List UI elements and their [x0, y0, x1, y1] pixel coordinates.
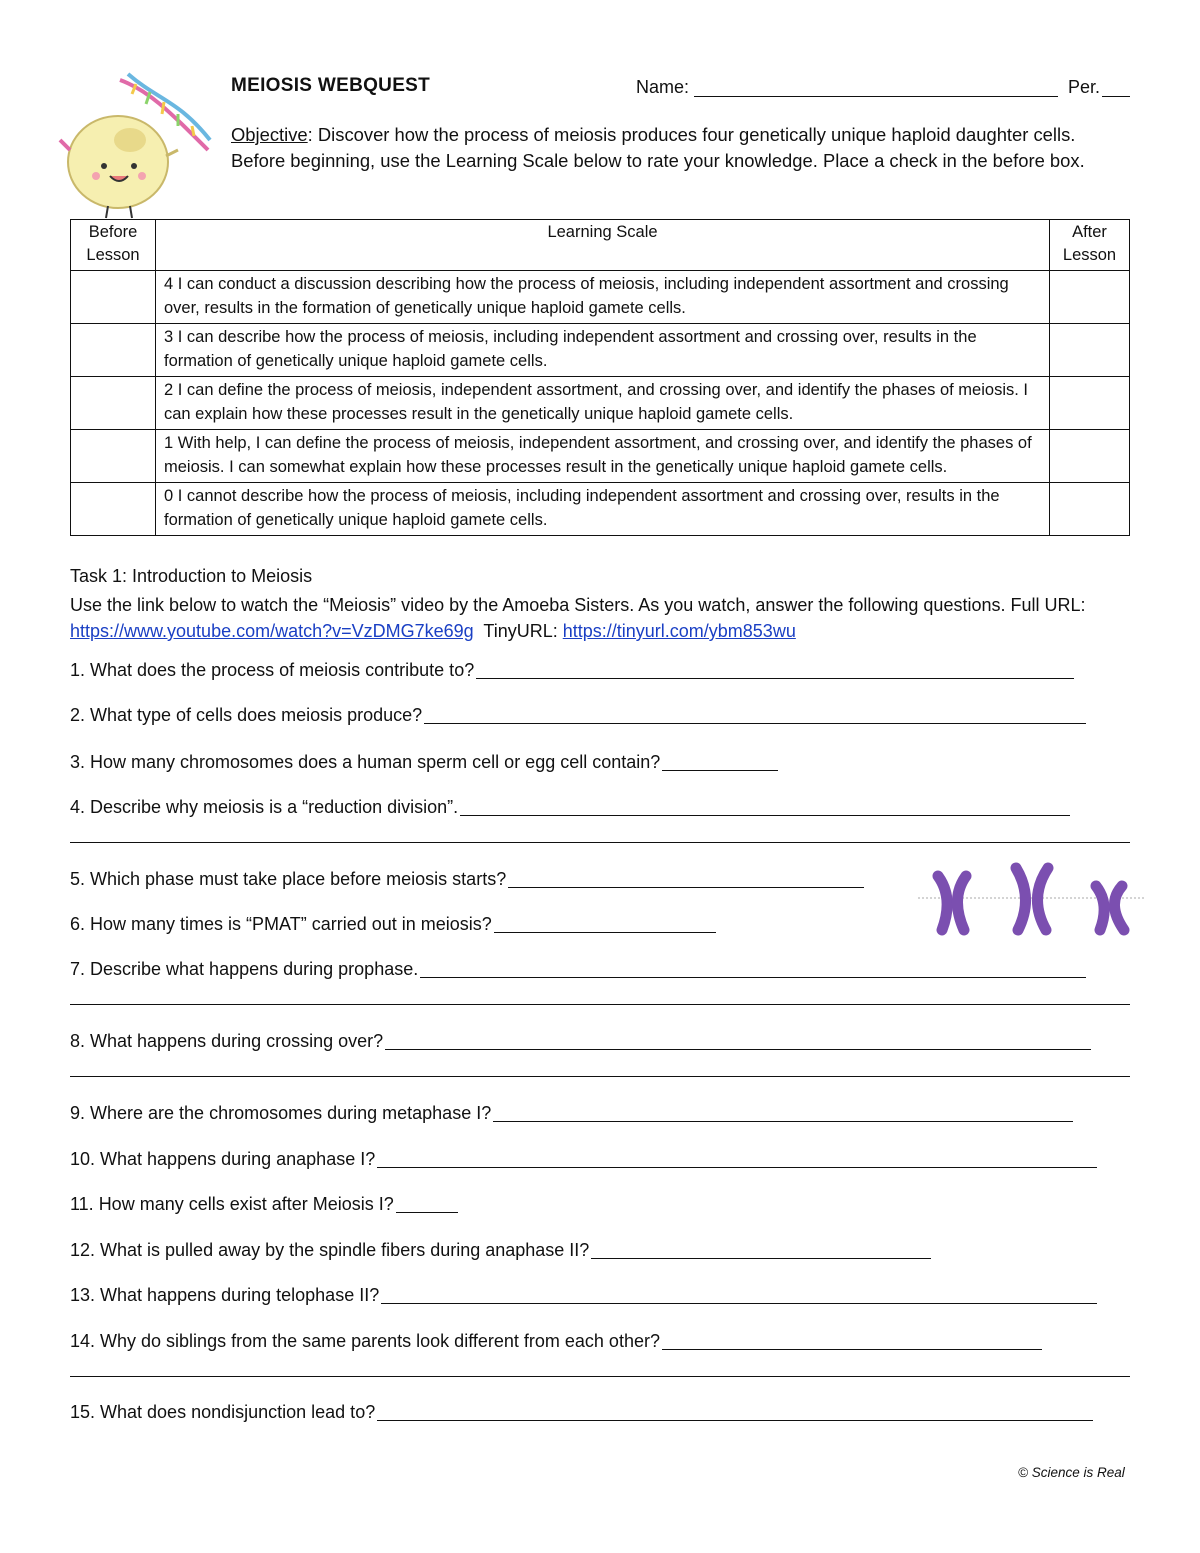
- full-url-link[interactable]: https://www.youtube.com/watch?v=VzDMG7ke69g: [70, 621, 474, 641]
- scale-row-0: [71, 483, 1130, 536]
- objective-label: Objective: [231, 124, 308, 145]
- before-checkbox-4[interactable]: [71, 271, 156, 324]
- answer-5-blank[interactable]: [508, 886, 864, 888]
- question-1-text: 1. What does the process of meiosis contribute to?: [70, 660, 475, 680]
- answer-2-blank[interactable]: [424, 722, 1086, 724]
- name-label: Name:: [636, 77, 690, 97]
- scale-description-0: 0 I cannot describe how the process of meiosis, including independent assortment and crossing over, results in the formation of genetically unique haploid gamete cells.: [156, 483, 1050, 536]
- learning-scale-table: [70, 219, 1130, 536]
- before-checkbox-1[interactable]: [71, 430, 156, 483]
- answer-6-blank[interactable]: [494, 931, 716, 933]
- question-2-text: 2. What type of cells does meiosis produce?: [70, 705, 423, 725]
- question-4: [70, 797, 1070, 820]
- question-3: [70, 752, 778, 775]
- question-1: [70, 660, 1074, 683]
- scale-row-4: [71, 271, 1130, 324]
- answer-9-blank[interactable]: [493, 1120, 1073, 1122]
- answer-11-blank[interactable]: [396, 1211, 458, 1213]
- scale-description-4: 4 I can conduct a discussion describing how the process of meiosis, including independent assortment and crossing over, results in the formation of genetically unique haploid gamete cells.: [156, 271, 1050, 324]
- question-14: [70, 1331, 1042, 1354]
- after-checkbox-2[interactable]: [1050, 377, 1130, 430]
- question-8-text: 8. What happens during crossing over?: [70, 1031, 384, 1051]
- before-lesson-header: Before Lesson: [71, 220, 156, 271]
- objective-text: : Discover how the process of meiosis produces four genetically unique haploid daughter cells. Before beginning, use the Learning Scale below to rate your knowledge. Place a check in the before box.: [231, 124, 1085, 171]
- task-title: Task 1: Introduction to Meiosis: [70, 566, 313, 586]
- question-12: [70, 1240, 931, 1263]
- period-blank[interactable]: [1102, 96, 1130, 97]
- answer-7-continuation-line[interactable]: [70, 1004, 1130, 1005]
- question-15-text: 15. What does nondisjunction lead to?: [70, 1402, 376, 1422]
- question-7-text: 7. Describe what happens during prophase.: [70, 959, 419, 979]
- before-checkbox-0[interactable]: [71, 483, 156, 536]
- question-13: [70, 1285, 1097, 1308]
- learning-scale-header-row: [71, 220, 1130, 271]
- before-checkbox-3[interactable]: [71, 324, 156, 377]
- question-11-text: 11. How many cells exist after Meiosis I?: [70, 1194, 394, 1214]
- after-checkbox-1[interactable]: [1050, 430, 1130, 483]
- period-label: Per.: [1068, 77, 1101, 97]
- question-6: [70, 914, 716, 937]
- task-intro: [70, 592, 1130, 644]
- task-intro-text: Use the link below to watch the “Meiosis” video by the Amoeba Sisters. As you watch, answer the following questions. Full URL:: [70, 595, 1086, 615]
- worksheet-title: MEIOSIS WEBQUEST: [231, 75, 431, 96]
- answer-7-blank[interactable]: [420, 976, 1086, 978]
- tinyurl-link[interactable]: https://tinyurl.com/ybm853wu: [562, 621, 796, 641]
- learning-scale-header: Learning Scale: [156, 220, 1050, 271]
- answer-14-continuation-line[interactable]: [70, 1376, 1130, 1377]
- answer-14-blank[interactable]: [662, 1348, 1042, 1350]
- answer-1-blank[interactable]: [476, 677, 1074, 679]
- answer-8-continuation-line[interactable]: [70, 1076, 1130, 1077]
- name-blank[interactable]: [694, 96, 1058, 97]
- question-7: [70, 959, 1086, 982]
- scale-description-1: 1 With help, I can define the process of meiosis, independent assortment, and crossing over, and identify the phases of meiosis. I can somewhat explain how these processes result in the genetically unique haploid gamete cells.: [156, 430, 1050, 483]
- answer-13-blank[interactable]: [381, 1302, 1097, 1304]
- question-15: [70, 1402, 1093, 1425]
- question-13-text: 13. What happens during telophase II?: [70, 1285, 380, 1305]
- after-checkbox-0[interactable]: [1050, 483, 1130, 536]
- after-lesson-header: After Lesson: [1050, 220, 1130, 271]
- scale-row-1: [71, 430, 1130, 483]
- question-14-text: 14. Why do siblings from the same parents look different from each other?: [70, 1331, 660, 1351]
- after-checkbox-3[interactable]: [1050, 324, 1130, 377]
- question-3-text: 3. How many chromosomes does a human sperm cell or egg cell contain?: [70, 752, 661, 772]
- answer-12-blank[interactable]: [591, 1257, 931, 1259]
- question-8: [70, 1031, 1091, 1054]
- scale-description-2: 2 I can define the process of meiosis, independent assortment, and crossing over, and identify the phases of meiosis. I can explain how these processes result in the genetically unique haploid gamete cells.: [156, 377, 1050, 430]
- scale-row-2: [71, 377, 1130, 430]
- objective-paragraph: [231, 122, 1131, 174]
- answer-10-blank[interactable]: [377, 1166, 1097, 1168]
- question-10-text: 10. What happens during anaphase I?: [70, 1149, 376, 1169]
- question-6-text: 6. How many times is “PMAT” carried out in meiosis?: [70, 914, 492, 934]
- question-12-text: 12. What is pulled away by the spindle fibers during anaphase II?: [70, 1240, 590, 1260]
- cell-cartoon-icon: [58, 70, 218, 220]
- question-5: [70, 869, 864, 892]
- question-11: [70, 1194, 458, 1217]
- answer-3-blank[interactable]: [662, 769, 778, 771]
- after-checkbox-4[interactable]: [1050, 271, 1130, 324]
- question-9-text: 9. Where are the chromosomes during metaphase I?: [70, 1103, 492, 1123]
- scale-description-3: 3 I can describe how the process of meiosis, including independent assortment and crossing over, results in the formation of genetically unique haploid gamete cells.: [156, 324, 1050, 377]
- question-9: [70, 1103, 1073, 1126]
- answer-4-continuation-line[interactable]: [70, 842, 1130, 843]
- scale-row-3: [71, 324, 1130, 377]
- question-10: [70, 1149, 1097, 1172]
- copyright-notice: © Science is Real: [1018, 1465, 1125, 1480]
- answer-4-blank[interactable]: [460, 814, 1070, 816]
- answer-15-blank[interactable]: [377, 1419, 1093, 1421]
- answer-8-blank[interactable]: [385, 1048, 1091, 1050]
- before-checkbox-2[interactable]: [71, 377, 156, 430]
- tinyurl-label: TinyURL:: [473, 621, 563, 641]
- question-2: [70, 705, 1086, 728]
- question-5-text: 5. Which phase must take place before meiosis starts?: [70, 869, 507, 889]
- question-4-text: 4. Describe why meiosis is a “reduction division”.: [70, 797, 459, 817]
- chromosomes-icon: [918, 860, 1146, 944]
